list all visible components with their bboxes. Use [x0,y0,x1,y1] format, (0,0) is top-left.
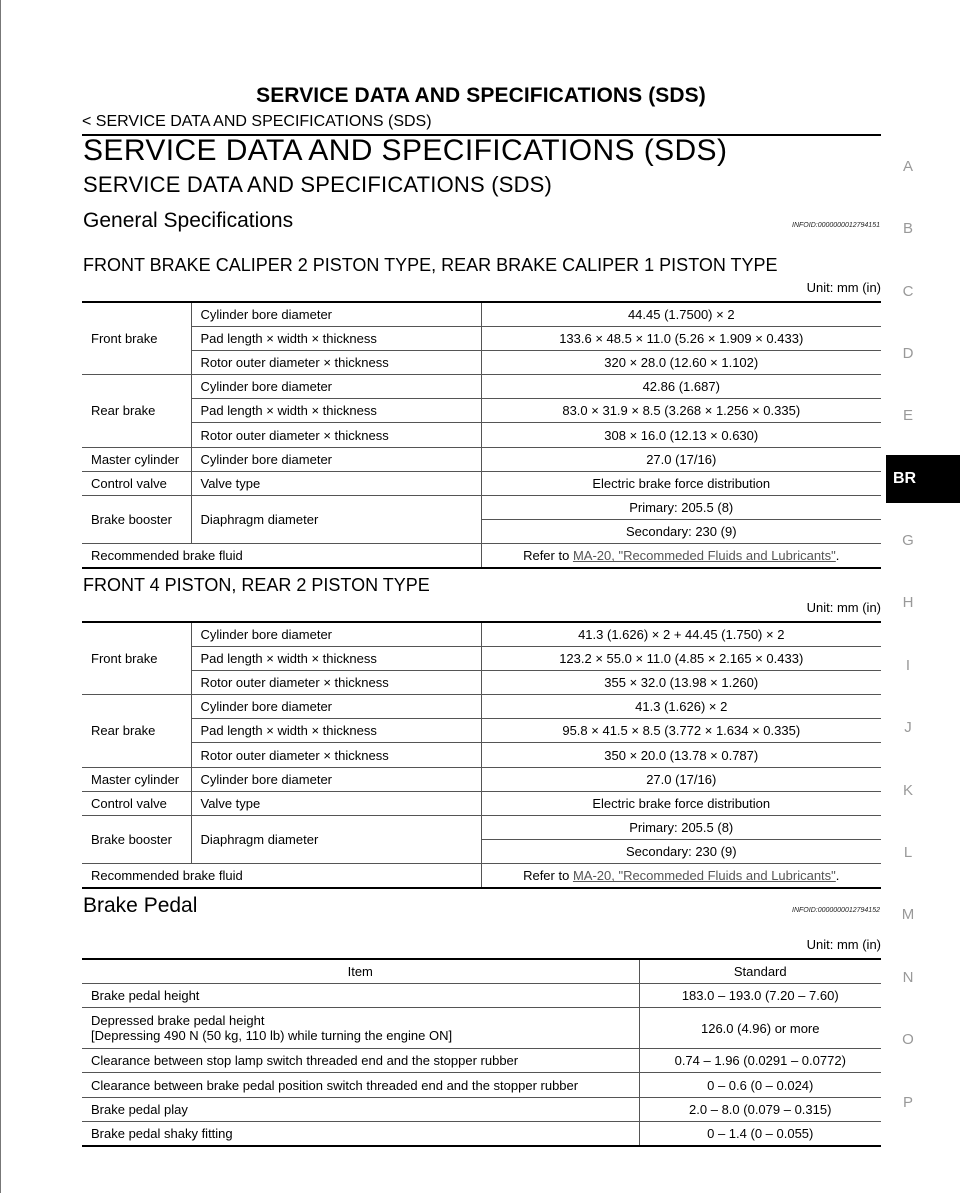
spec-value: Secondary: 230 (9) [481,840,881,864]
item-cell: Brake pedal shaky fitting [82,1121,639,1145]
spec-value: 44.45 (1.7500) × 2 [481,302,881,326]
spec-label: Cylinder bore diameter [191,447,481,471]
side-tab-d[interactable]: D [902,345,914,362]
spec-value [481,544,881,568]
spec-value: Electric brake force distribution [481,471,881,495]
spec-label: Rotor outer diameter × thickness [191,350,481,374]
item-cell [82,1008,639,1049]
spec-value: 133.6 × 48.5 × 11.0 (5.26 × 1.909 × 0.433) [481,326,881,350]
section-title: SERVICE DATA AND SPECIFICATIONS (SDS) [83,172,553,197]
refer-prefix: Refer to [523,548,573,564]
brake-pedal-heading: Brake Pedal [83,894,198,917]
section2-title: FRONT 4 PISTON, REAR 2 PISTON TYPE [83,575,430,595]
table-row [82,471,881,495]
fluids-reference-link[interactable]: MA-20, "Recommeded Fluids and Lubricants" [572,548,836,564]
standard-cell: 0.74 – 1.96 (0.0291 – 0.0772) [639,1049,881,1073]
spec-label: Pad length × width × thickness [191,719,481,743]
spec-label: Pad length × width × thickness [191,399,481,423]
row-group-label: Control valve [82,471,191,495]
row-group-label: Brake booster [82,816,191,864]
row-group-label: Control valve [82,791,191,815]
side-tab-n[interactable]: N [902,969,914,986]
pedal-unit: Unit: mm (in) [806,937,881,952]
side-tab-br[interactable]: BR [886,455,960,503]
row-group-label: Recommended brake fluid [82,544,481,568]
table-row [82,423,881,447]
spec-value: Primary: 205.5 (8) [481,496,881,520]
table-row [82,399,881,423]
section2-spec-table [82,621,881,889]
standard-cell: 126.0 (4.96) or more [639,1008,881,1049]
section1-title: FRONT BRAKE CALIPER 2 PISTON TYPE, REAR BRAKE CALIPER 1 PISTON TYPE [83,255,778,275]
table-row [82,864,881,888]
table-row [82,743,881,767]
spec-value: 41.3 (1.626) × 2 [481,695,881,719]
spec-value [481,864,881,888]
table-row [82,544,881,568]
side-tab-e[interactable]: E [902,407,913,424]
table-row [82,983,881,1007]
table-row [82,350,881,374]
table-row [82,791,881,815]
refer-suffix: . [835,548,840,564]
info-id: INFOID:0000000012794151 [792,222,880,229]
spec-value: 308 × 16.0 (12.13 × 0.630) [481,423,881,447]
side-tab-l[interactable]: L [903,844,913,861]
table-row [82,1073,881,1097]
spec-label: Cylinder bore diameter [191,375,481,399]
refer-suffix: . [835,868,840,884]
item-cell: Brake pedal height [82,983,639,1007]
row-group-label: Rear brake [82,695,191,768]
spec-label: Diaphragm diameter [191,816,481,864]
side-tab-g[interactable]: G [902,532,914,549]
standard-cell: 0 – 0.6 (0 – 0.024) [639,1073,881,1097]
side-tab-o[interactable]: O [902,1031,914,1048]
table-row [82,375,881,399]
table-row [82,767,881,791]
table-row [82,1121,881,1145]
side-tab-p[interactable]: P [902,1094,913,1111]
general-specs-heading: General Specifications [83,209,294,232]
row-group-label: Rear brake [82,375,191,448]
column-header-standard: Standard [639,959,881,983]
spec-label: Valve type [191,471,481,495]
fluids-reference-link[interactable]: MA-20, "Recommeded Fluids and Lubricants" [572,868,836,884]
spec-label: Rotor outer diameter × thickness [191,670,481,694]
table-row [82,622,881,646]
spec-value: 350 × 20.0 (13.78 × 0.787) [481,743,881,767]
table-row [82,646,881,670]
info-id: INFOID:0000000012794152 [792,907,880,914]
side-tab-j[interactable]: J [904,719,912,736]
table-row [82,1008,881,1049]
row-group-label: Recommended brake fluid [82,864,481,888]
spec-value: 83.0 × 31.9 × 8.5 (3.268 × 1.256 × 0.335) [481,399,881,423]
spec-value: Electric brake force distribution [481,791,881,815]
section1-spec-table [82,301,881,569]
item-cell: Brake pedal play [82,1097,639,1121]
row-group-label: Brake booster [82,496,191,544]
spec-label: Valve type [191,791,481,815]
item-line-2: [Depressing 490 N (50 kg, 110 lb) while turning the engine ON] [91,1028,453,1044]
breadcrumb[interactable]: < SERVICE DATA AND SPECIFICATIONS (SDS) [82,113,432,130]
side-tab-c[interactable]: C [902,283,914,300]
spec-label: Cylinder bore diameter [191,767,481,791]
table-row [82,1049,881,1073]
row-group-label: Front brake [82,302,191,375]
spec-value: 42.86 (1.687) [481,375,881,399]
side-tab-m[interactable]: M [901,906,915,923]
side-tab-a[interactable]: A [902,158,913,175]
spec-value: 123.2 × 55.0 × 11.0 (4.85 × 2.165 × 0.433) [481,646,881,670]
side-tab-k[interactable]: K [902,782,913,799]
row-group-label: Master cylinder [82,767,191,791]
item-cell: Clearance between stop lamp switch threaded end and the stopper rubber [82,1049,639,1073]
refer-prefix: Refer to [523,868,573,884]
table-row [82,670,881,694]
spec-label: Diaphragm diameter [191,496,481,544]
page-left-border [0,0,1,1193]
spec-value: Primary: 205.5 (8) [481,816,881,840]
spec-label: Cylinder bore diameter [191,302,481,326]
spec-value: 355 × 32.0 (13.98 × 1.260) [481,670,881,694]
table-row [82,816,881,840]
spec-value: 95.8 × 41.5 × 8.5 (3.772 × 1.634 × 0.335) [481,719,881,743]
spec-label: Pad length × width × thickness [191,326,481,350]
row-group-label: Master cylinder [82,447,191,471]
table-row [82,496,881,520]
table-row [82,1097,881,1121]
section1-unit: Unit: mm (in) [806,280,881,295]
side-tab-h[interactable]: H [902,594,914,611]
spec-value: 27.0 (17/16) [481,767,881,791]
spec-label: Cylinder bore diameter [191,695,481,719]
spec-label: Rotor outer diameter × thickness [191,423,481,447]
table-row [82,302,881,326]
table-row [82,719,881,743]
spec-label: Cylinder bore diameter [191,622,481,646]
spec-value: 41.3 (1.626) × 2 + 44.45 (1.750) × 2 [481,622,881,646]
table-row [82,326,881,350]
row-group-label: Front brake [82,622,191,695]
spec-value: Secondary: 230 (9) [481,520,881,544]
spec-value: 320 × 28.0 (12.60 × 1.102) [481,350,881,374]
section2-unit: Unit: mm (in) [806,600,881,615]
table-row [82,695,881,719]
item-cell: Clearance between brake pedal position switch threaded end and the stopper rubber [82,1073,639,1097]
standard-cell: 0 – 1.4 (0 – 0.055) [639,1121,881,1145]
page-header: SERVICE DATA AND SPECIFICATIONS (SDS) [256,84,706,107]
page-title: SERVICE DATA AND SPECIFICATIONS (SDS) [83,134,728,167]
spec-label: Rotor outer diameter × thickness [191,743,481,767]
table-row [82,447,881,471]
standard-cell: 183.0 – 193.0 (7.20 – 7.60) [639,983,881,1007]
side-tab-b[interactable]: B [902,220,913,237]
column-header-item: Item [82,959,639,983]
spec-label: Pad length × width × thickness [191,646,481,670]
table-header-row [82,959,881,983]
spec-value: 27.0 (17/16) [481,447,881,471]
side-tab-i[interactable]: I [905,657,911,674]
standard-cell: 2.0 – 8.0 (0.079 – 0.315) [639,1097,881,1121]
item-line: Depressed brake pedal height [91,1013,265,1029]
brake-pedal-table [82,958,881,1147]
